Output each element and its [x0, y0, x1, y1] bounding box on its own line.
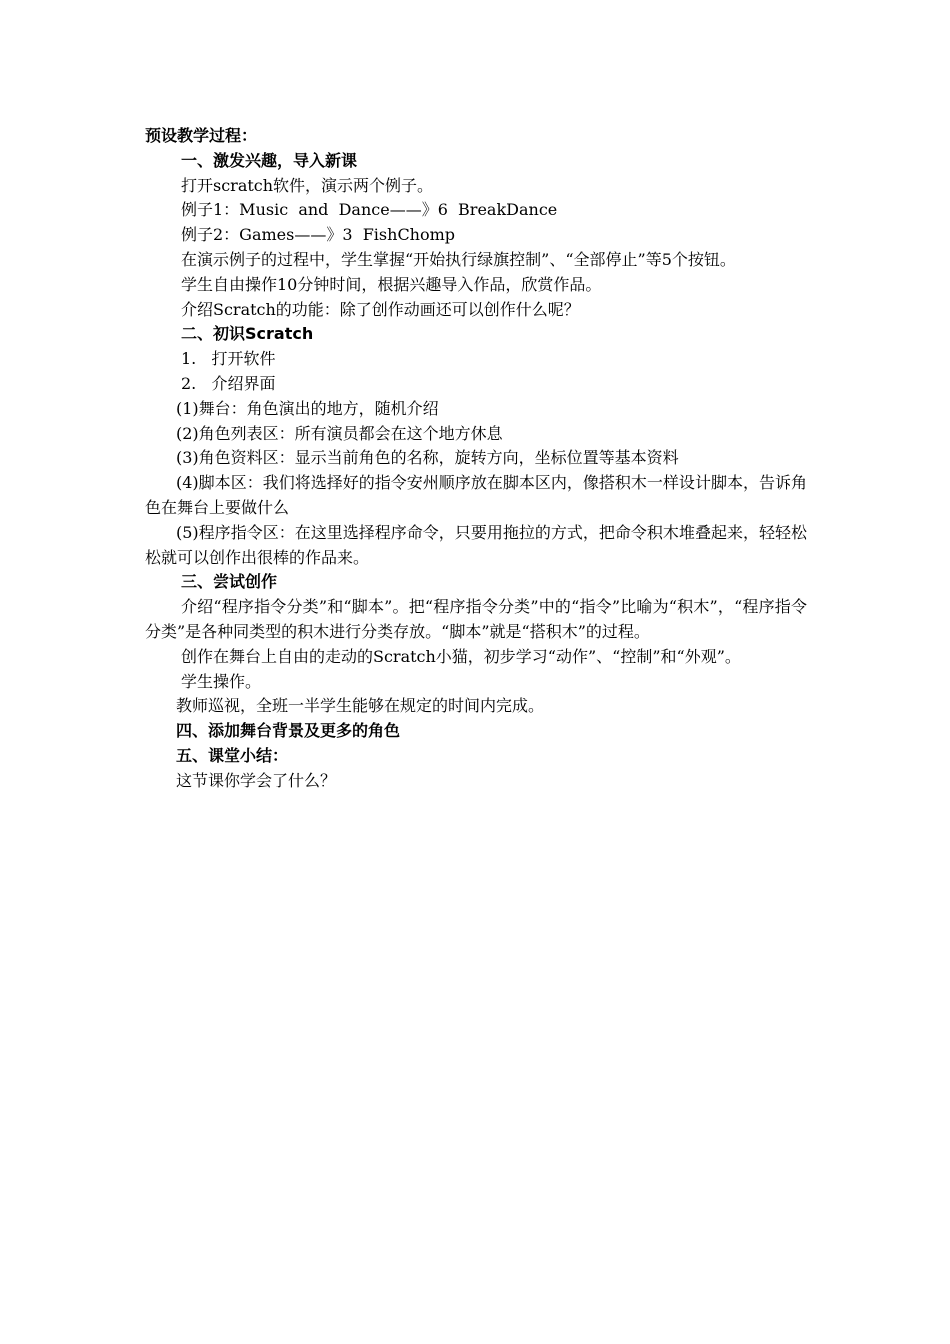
section1-p2: 例子1：Music and Dance——》6 BreakDance	[181, 200, 558, 220]
section3-heading: 三、尝试创作	[181, 572, 278, 592]
section5-p1: 这节课你学会了什么？	[176, 770, 337, 790]
section1-heading: 一、激发兴趣，导入新课	[181, 150, 358, 170]
section3-p4: 教师巡视，全班一半学生能够在规定的时间内完成。	[176, 696, 545, 716]
document-title: 预设教学过程：	[145, 126, 258, 145]
section2-heading: 二、初识Scratch	[181, 324, 314, 344]
document-body	[145, 124, 807, 794]
section1-p3: 例子2：Games——》3 FishChomp	[181, 225, 456, 245]
section5-heading: 五、课堂小结：	[176, 745, 289, 765]
section3-p2: 创作在舞台上自由的走动的Scratch小猫，初步学习“动作”、“控制”和“外观”。	[181, 646, 741, 666]
section4-heading: 四、添加舞台背景及更多的角色	[176, 721, 401, 741]
section2-sub3: (3)角色资料区：显示当前角色的名称，旋转方向，坐标位置等基本资料	[176, 448, 679, 468]
section2-sub5: (5)程序指令区：在这里选择程序命令，只要用拖拉的方式，把命令积木堆叠起来，轻轻松松就可以创作出很棒的作品来。	[145, 522, 807, 567]
section1-p5: 学生自由操作10分钟时间，根据兴趣导入作品，欣赏作品。	[181, 274, 602, 294]
section2-item2: 2. 介绍界面	[181, 373, 276, 393]
section3-p3: 学生操作。	[181, 671, 262, 691]
section1-p4: 在演示例子的过程中，学生掌握“开始执行绿旗控制”、“全部停止”等5个按钮。	[181, 249, 736, 269]
section2-sub4: (4)脚本区：我们将选择好的指令安州顺序放在脚本区内，像搭积木一样设计脚本，告诉角色在舞台上要做什么	[145, 473, 807, 517]
section1-p1: 打开scratch软件，演示两个例子。	[181, 175, 434, 195]
section2-item1: 1. 打开软件	[181, 349, 276, 369]
section2-sub2: (2)角色列表区：所有演员都会在这个地方休息	[176, 423, 503, 443]
section3-p1: 介绍“程序指令分类”和“脚本”。把“程序指令分类”中的“指令”比喻为“积木”，“程序指令分类”是各种同类型的积木进行分类存放。“脚本”就是“搭积木”的过程。	[145, 597, 807, 641]
section1-p6: 介绍Scratch的功能：除了创作动画还可以创作什么呢？	[181, 299, 580, 319]
section2-sub1: (1)舞台：角色演出的地方，随机介绍	[176, 398, 439, 418]
